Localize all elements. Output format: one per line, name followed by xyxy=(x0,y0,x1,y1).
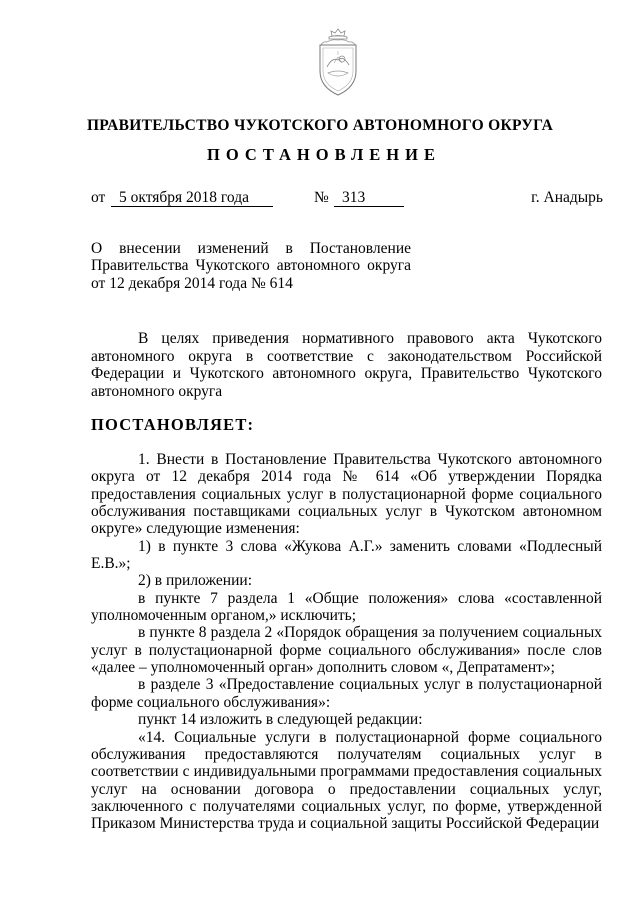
subject-line: О внесении изменений в Постановление xyxy=(91,240,411,257)
preamble-text: В целях приведения нормативного правового акта Чукотского автономного округа в соответствие с законодательством Российской Федерации и Чукотского автономного округа, Правительство Чукотского автономного округа xyxy=(91,330,602,400)
body-paragraph: «14. Социальные услуги в полустационарной форме социального обслуживания предоставляются получателям социальных услуг в соответствии с индивидуальными программами предоставления социальных услуг на основании договора о предоставлении социальных услуг, заключенного с получателями социальных услуг, по форме, утвержденной Приказом Министерства труда и социальной защиты Российской Федерации xyxy=(91,728,602,833)
date-prefix: от xyxy=(91,189,106,206)
body-paragraph: в пункте 8 раздела 2 «Порядок обращения за получением социальных услуг в полустационарной форме социального обслуживания» после слов «далее – уполномоченный орган» дополнить словом «, Депратамент»; xyxy=(91,624,602,677)
document-type-title: ПОСТАНОВЛЕНИЕ xyxy=(207,145,441,164)
number-field xyxy=(334,189,404,207)
subject-line: Правительства Чукотского автономного округа xyxy=(91,257,411,275)
body-paragraph: 2) в приложении: xyxy=(138,572,252,590)
document-body xyxy=(91,451,602,833)
body-paragraph: 1. Внести в Постановление Правительства Чукотского автономного округа от 12 декабря 2014 года № 614 «Об утверждении Порядка предоставления социальных услуг в полустационарной форме социального обслуживания поставщиками социальных услуг в Чукотском автономном округе» следующие изменения: xyxy=(91,451,602,538)
subject-line: от 12 декабря 2014 года № 614 xyxy=(91,274,293,292)
document-date: 5 октября 2018 года xyxy=(119,189,249,206)
document-subject xyxy=(91,240,411,292)
number-prefix: № xyxy=(314,189,329,206)
body-paragraph: в разделе 3 «Предоставление социальных услуг в полустационарной форме социального обслуживания»: xyxy=(91,676,602,711)
date-field xyxy=(111,189,273,207)
decree-heading: ПОСТАНОВЛЯЕТ: xyxy=(91,415,255,434)
chukotka-coat-of-arms-icon xyxy=(312,27,364,101)
document-city: г. Анадырь xyxy=(531,189,603,206)
body-paragraph: пункт 14 изложить в следующей редакции: xyxy=(138,711,423,729)
body-paragraph: 1) в пункте 3 слова «Жукова А.Г.» заменить словами «Подлесный Е.В.»; xyxy=(91,537,602,573)
document-number: 313 xyxy=(342,189,366,206)
government-title: ПРАВИТЕЛЬСТВО ЧУКОТСКОГО АВТОНОМНОГО ОКРУГА xyxy=(86,117,554,134)
body-paragraph: в пункте 7 раздела 1 «Общие положения» слова «составленной уполномоченным органом,» исключить; xyxy=(91,589,602,625)
document-meta xyxy=(91,189,603,209)
